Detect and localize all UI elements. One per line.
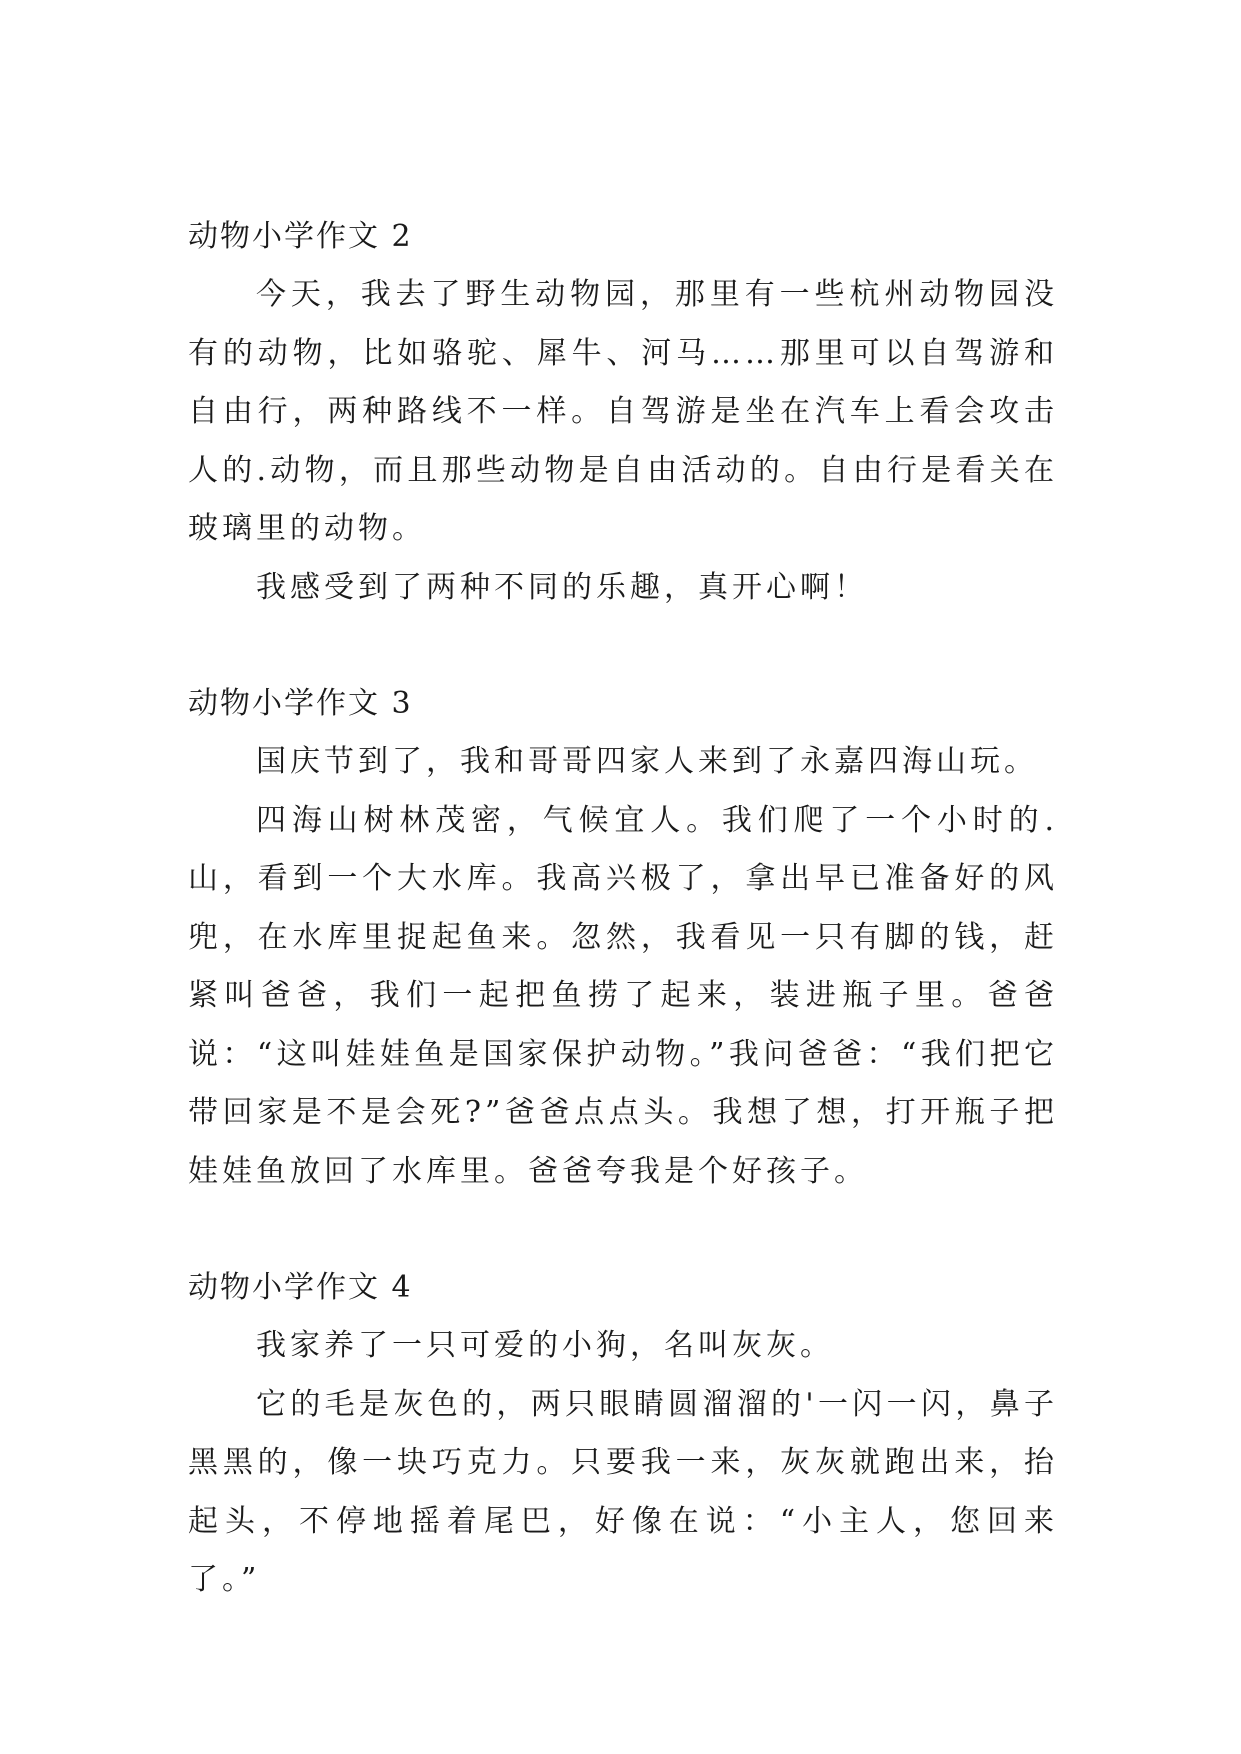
essay-section-4: [188, 1259, 1058, 1610]
paragraph: 今天，我去了野生动物园，那里有一些杭州动物园没有的动物，比如骆驼、犀牛、河马……那里可以自驾游和自由行，两种路线不一样。自驾游是坐在汽车上看会攻击人的.动物，而且那些动物是自由活动的。自由行是看关在玻璃里的动物。: [188, 277, 1058, 546]
section-title: 动物小学作文 2: [188, 219, 413, 254]
paragraph: 我感受到了两种不同的乐趣，真开心啊！: [256, 569, 868, 605]
essay-section-3: [188, 675, 1058, 1201]
paragraph: 四海山树林茂密，气候宜人。我们爬了一个小时的.山，看到一个大水库。我高兴极了，拿出早已准备好的风兜，在水库里捉起鱼来。忽然，我看见一只有脚的钱，赶紧叫爸爸，我们一起把鱼捞了起来，装进瓶子里。爸爸说：“这叫娃娃鱼是国家保护动物。”我问爸爸：“我们把它带回家是不是会死?”爸爸点点头。我想了想，打开瓶子把娃娃鱼放回了水库里。爸爸夸我是个好孩子。: [188, 802, 1058, 1189]
paragraph: 它的毛是灰色的，两只眼睛圆溜溜的'一闪一闪，鼻子黑黑的，像一块巧克力。只要我一来，灰灰就跑出来，抬起头，不停地摇着尾巴，好像在说：“小主人，您回来了。”: [188, 1386, 1058, 1597]
paragraph: 国庆节到了，我和哥哥四家人来到了永嘉四海山玩。: [256, 744, 1038, 779]
section-title: 动物小学作文 4: [188, 1270, 413, 1305]
essay-section-2: [188, 208, 1058, 617]
section-title: 动物小学作文 3: [188, 686, 413, 721]
document-body: [188, 208, 1058, 1610]
paragraph: 我家养了一只可爱的小狗，名叫灰灰。: [256, 1328, 834, 1363]
